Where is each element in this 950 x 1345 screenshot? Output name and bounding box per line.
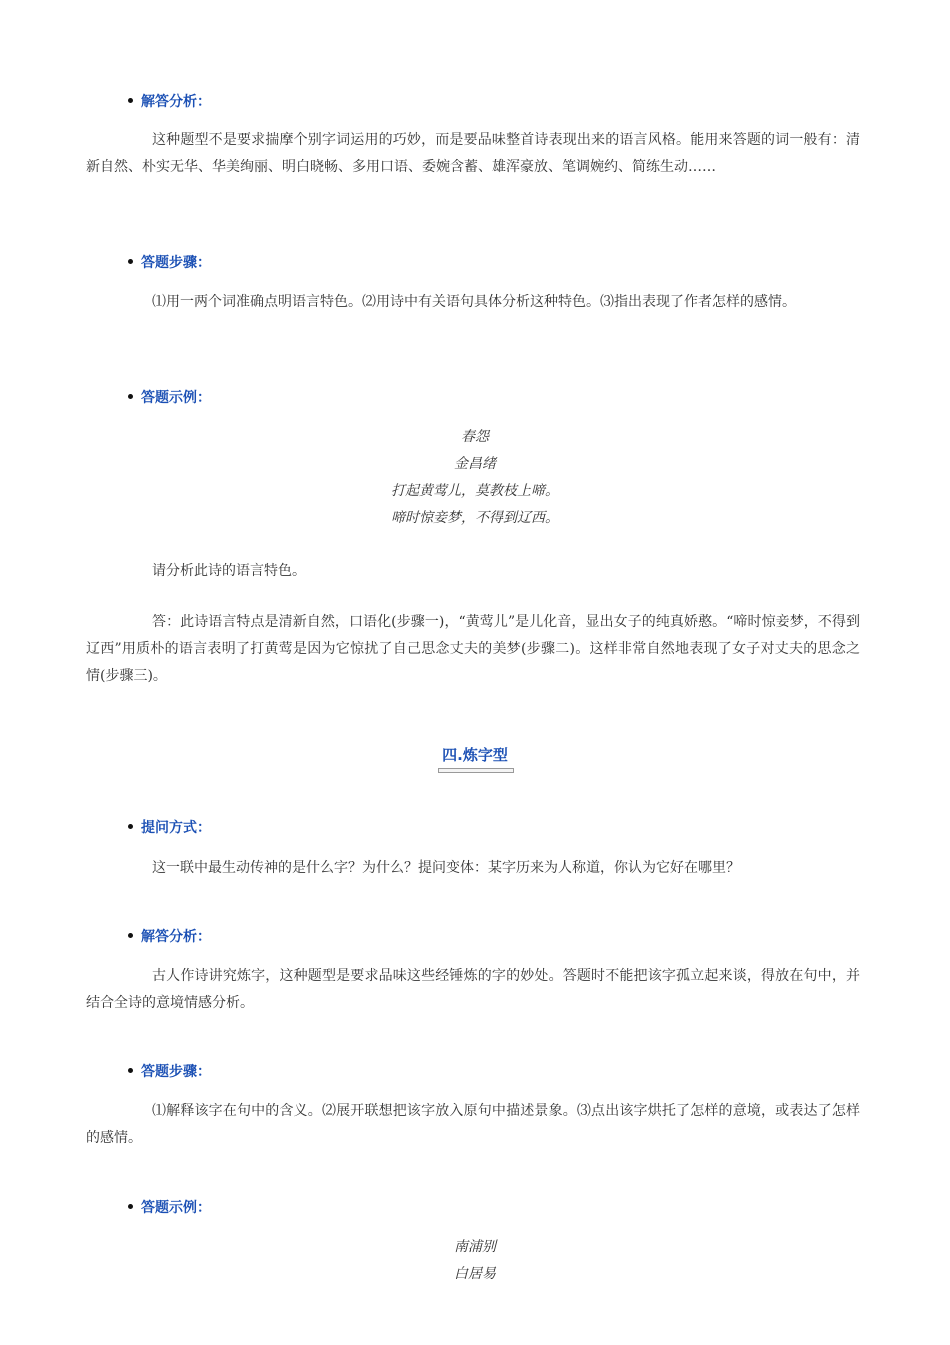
- bullet-icon: [128, 394, 133, 399]
- bullet-icon: [128, 1204, 133, 1209]
- analysis-paragraph-2: 古人作诗讲究炼字，这种题型是要求品味这些经锤炼的字的妙处。答题时不能把该字孤立起来谈，得放在句中，并结合全诗的意境情感分析。: [86, 968, 860, 1011]
- poem-line: 打起黄莺儿，莫教枝上啼。: [391, 483, 559, 499]
- poem-block-2: [300, 1234, 650, 1288]
- section-title: 四.炼字型: [442, 746, 508, 764]
- title-underline: [438, 768, 514, 773]
- example-heading: [128, 388, 211, 408]
- poem-line: 啼时惊妾梦，不得到辽西。: [391, 510, 559, 526]
- analysis-paragraph: 这种题型不是要求揣摩个别字词运用的巧妙，而是要品味整首诗表现出来的语言风格。能用来答题的词一般有：清新自然、朴实无华、华美绚丽、明白晓畅、多用口语、委婉含蓄、雄浑豪放、笔调婉约、简练生动……: [86, 132, 860, 175]
- bullet-icon: [128, 98, 133, 103]
- example-heading-2: [128, 1198, 211, 1218]
- poem-author: 白居易: [454, 1266, 496, 1282]
- bullet-icon: [128, 259, 133, 264]
- analysis-heading-2-text: 解答分析：: [141, 929, 211, 945]
- example-heading-2-text: 答题示例：: [141, 1200, 211, 1216]
- ask-heading-text: 提问方式：: [141, 820, 211, 836]
- ask-heading: [128, 818, 211, 838]
- poem-block: [300, 424, 650, 532]
- answer-paragraph: 答：此诗语言特点是清新自然，口语化(步骤一)，“黄莺儿”是儿化音，显出女子的纯真娇憨。“啼时惊妾梦，不得到辽西”用质朴的语言表明了打黄莺是因为它惊扰了自己思念丈夫的美梦(步骤二)。这样非常自然地表现了女子对丈夫的思念之情(步骤三)。: [86, 614, 860, 684]
- steps-heading-2-text: 答题步骤：: [141, 1064, 211, 1080]
- poem-title: 春怨: [461, 429, 489, 445]
- analysis-heading-text: 解答分析：: [141, 94, 211, 110]
- ask-paragraph: 这一联中最生动传神的是什么字？为什么？提问变体：某字历来为人称道，你认为它好在哪里？: [152, 860, 740, 876]
- steps-heading: [128, 253, 211, 273]
- bullet-icon: [128, 824, 133, 829]
- steps-heading-2: [128, 1062, 211, 1082]
- question-paragraph: 请分析此诗的语言特色。: [152, 563, 306, 579]
- steps-paragraph-2: ⑴解释该字在句中的含义。⑵展开联想把该字放入原句中描述景象。⑶点出该字烘托了怎样的意境，或表达了怎样的感情。: [86, 1103, 860, 1146]
- poem-title: 南浦别: [454, 1239, 496, 1255]
- bullet-icon: [128, 1068, 133, 1073]
- poem-author: 金昌绪: [454, 456, 496, 472]
- bullet-icon: [128, 933, 133, 938]
- analysis-heading-2: [128, 927, 211, 947]
- analysis-heading: [128, 92, 211, 112]
- steps-heading-text: 答题步骤：: [141, 255, 211, 271]
- steps-paragraph: ⑴用一两个词准确点明语言特色。⑵用诗中有关语句具体分析这种特色。⑶指出表现了作者怎样的感情。: [152, 294, 796, 310]
- example-heading-text: 答题示例：: [141, 390, 211, 406]
